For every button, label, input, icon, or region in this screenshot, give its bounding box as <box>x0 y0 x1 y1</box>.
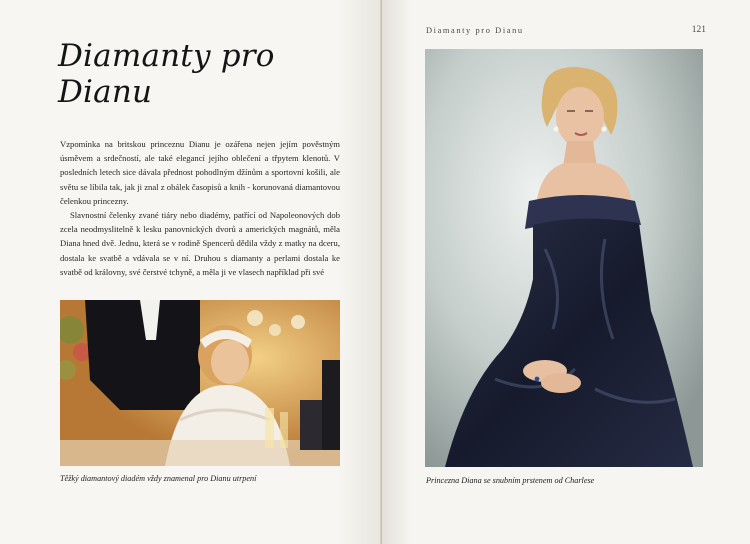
portrait-photo <box>425 49 703 467</box>
portrait-photo-caption: Princezna Diana se snubním prstenem od Charlese <box>426 476 595 485</box>
page-number: 121 <box>691 25 706 35</box>
running-head: Diamanty pro Dianu <box>426 26 524 35</box>
dinner-photo-caption: Těžký diamantový diadém vždy znamenal pro Dianu utrpení <box>60 474 257 483</box>
body-text <box>60 137 340 279</box>
dinner-photo-image <box>60 300 340 466</box>
chapter-title: Diamanty pro Dianu <box>58 38 275 110</box>
paragraph-1: Vzpomínka na britskou princeznu Dianu je ozářena nejen jejím pověstným úsměvem a srdečností, ale také elegancí jejího oblečení a třpytem klenotů. V posledních letech sice dávala přednost pohodlným džínům a sportovní košili, ale světu se líbila tak, jak ji znal z obálek časopisů a knih - korunovaná diamantovou čelenkou princezny. <box>60 139 340 206</box>
paragraph-2: Slavnostní čelenky zvané tiáry nebo diadémy, patřící od Napoleonových dob zcela neodmyslitelně k lesku panovnických dvorů a amerických magnátů, měla Diana hned dvě. Jednu, která se v rodině Spencerů dědila vždy z matky na dceru, dostala ke svatbě a vdávala se v ní. Druhou s diamanty a perlami dostala ke svatbě od královny, své čerstvé tchyně, a měla ji ve vlasech například při své <box>60 210 340 277</box>
dinner-photo <box>60 300 340 466</box>
portrait-photo-image <box>425 49 703 467</box>
